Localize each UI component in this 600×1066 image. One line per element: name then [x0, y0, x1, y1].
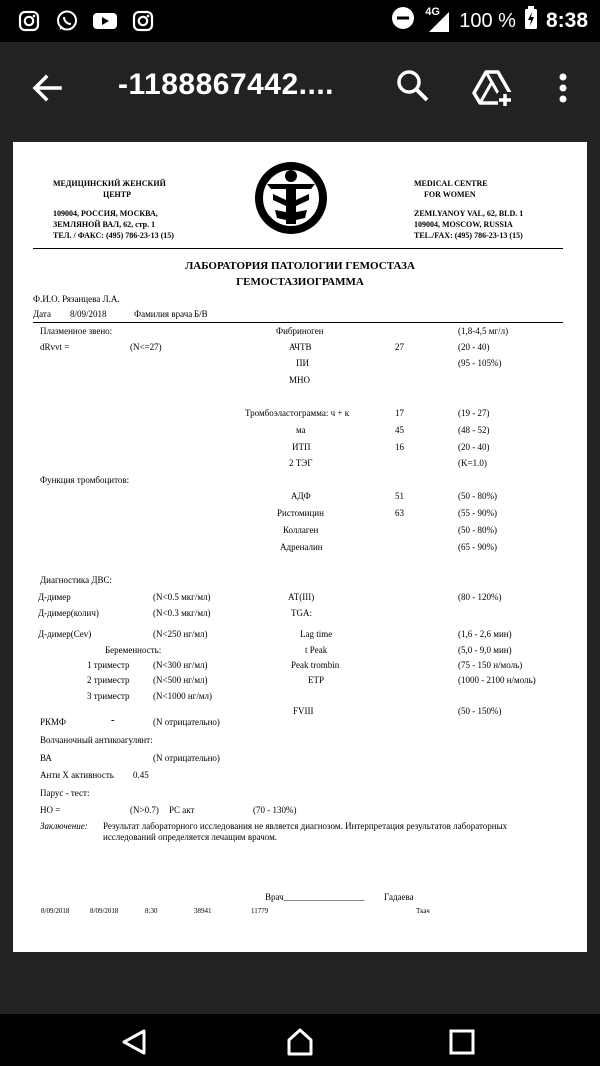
tpeak-label: t Peak — [305, 645, 328, 655]
adrenaline-norm: (65 - 90%) — [458, 542, 497, 552]
drvvt-norm: (N<=27) — [130, 342, 162, 352]
status-bar — [0, 0, 600, 42]
no-label: НО = — [40, 805, 61, 815]
teg-value: 17 — [395, 408, 404, 418]
itp-norm: (20 - 40) — [458, 442, 490, 452]
tpeak-norm: (5,0 - 9,0 мин) — [458, 645, 512, 655]
rkmf-norm: (N отрицательно) — [153, 717, 220, 727]
trimester1-norm: (N<300 нг/мл) — [153, 660, 208, 670]
achtv-norm: (20 - 40) — [458, 342, 490, 352]
header-right-line: FOR WOMEN — [424, 190, 476, 199]
header-left-line: ЗЕМЛЯНОЙ ВАЛ, 62, стр. 1 — [53, 220, 156, 229]
instagram-icon — [16, 8, 42, 34]
antix-label: Анти X активность — [40, 770, 114, 780]
antix-value: 0.45 — [133, 770, 149, 780]
pi-label: ПИ — [296, 358, 309, 368]
collagen-norm: (50 - 80%) — [458, 525, 497, 535]
peak-thrombin-label: Peak trombin — [291, 660, 340, 670]
battery-percent: 100 % — [459, 9, 516, 32]
header-right-line: 109004, MOSCOW, RUSSIA — [414, 220, 513, 229]
pc-norm: (70 - 130%) — [253, 805, 297, 815]
youtube-icon — [92, 8, 118, 34]
ma-value: 45 — [395, 425, 404, 435]
lab-title: ЛАБОРАТОРИЯ ПАТОЛОГИИ ГЕМОСТАЗА — [185, 260, 415, 272]
ddimer-norm: (N<0.5 мкг/мл) — [153, 592, 211, 602]
ddimer-quant-label: Д-димер(колич) — [38, 608, 99, 618]
fibrinogen-norm: (1,8-4,5 мг/л) — [458, 326, 509, 336]
pi-norm: (95 - 105%) — [458, 358, 502, 368]
document-page — [13, 142, 587, 952]
nav-home-icon[interactable] — [286, 1028, 314, 1056]
trimester3-norm: (N<1000 нг/мл) — [153, 691, 213, 701]
header-right — [414, 178, 523, 241]
header-right-line: MEDICAL CENTRE — [414, 179, 488, 188]
header-divider — [33, 248, 563, 249]
doctor-value: Б/В — [194, 309, 208, 319]
etp-norm: (1000 - 2100 н/моль) — [458, 675, 536, 685]
adf-norm: (50 - 80%) — [458, 491, 497, 501]
ma-label: ма — [296, 425, 306, 435]
header-left-line: 109004, РОССИЯ, МОСКВА, — [53, 209, 158, 218]
trimester3-label: 3 триместр — [87, 691, 130, 701]
lag-time-norm: (1,6 - 2,6 мин) — [458, 629, 512, 639]
footer-date1: 8/09/2018 — [41, 907, 70, 915]
network-4g-icon — [423, 8, 451, 34]
doctor-label: Фамилия врача — [134, 309, 193, 319]
pregnancy-label: Беременность: — [105, 645, 162, 655]
conclusion-line2: исследований определяется лечащим врачом. — [103, 832, 278, 842]
ristomycin-value: 63 — [395, 508, 404, 518]
app-bar — [0, 42, 600, 134]
at3-label: АТ(III) — [288, 592, 315, 602]
clinic-logo — [253, 160, 329, 236]
teg-label: Тромбоэластограмма: ч + к — [245, 408, 350, 418]
parus-label: Парус - тест: — [40, 788, 90, 798]
doctor-signature-line: Врач__________________ — [265, 892, 365, 902]
adf-label: АДФ — [291, 491, 311, 501]
itp-label: ИТП — [292, 442, 311, 452]
more-vert-icon[interactable] — [548, 68, 578, 108]
va-norm: (N отрицательно) — [153, 753, 220, 763]
conclusion-line1: Результат лабораторного исследования не является диагнозом. Интерпретация результатов лабораторных — [103, 821, 508, 831]
ddimer-quant-norm: (N<0.3 мкг/мл) — [153, 608, 211, 618]
mno-label: МНО — [289, 375, 311, 385]
doctor-signature-name: Гадаева — [384, 892, 414, 902]
header-left — [53, 178, 174, 241]
rkmf-value: - — [111, 714, 115, 726]
date-value: 8/09/2018 — [70, 309, 107, 319]
ma-norm: (48 - 52) — [458, 425, 490, 435]
document-viewer[interactable] — [0, 134, 600, 1014]
platelet-label: Функция тромбоцитов: — [40, 475, 130, 485]
header-right-line: TEL./FAX: (495) 786-23-13 (15) — [414, 231, 523, 240]
adf-value: 51 — [395, 491, 404, 501]
whatsapp-icon — [54, 8, 80, 34]
add-to-drive-icon[interactable] — [472, 68, 512, 108]
teg-norm: (19 - 27) — [458, 408, 490, 418]
header-left-line: ТЕЛ. / ФАКС: (495) 786-23-13 (15) — [53, 231, 174, 240]
header-left-line: ЦЕНТР — [103, 190, 132, 199]
rkmf-label: РКМФ — [40, 717, 67, 727]
plasma-label: Плазменное звено: — [40, 326, 113, 336]
fibrinogen-label: Фибриноген — [276, 326, 324, 336]
footer-name: Ткач — [416, 907, 430, 915]
peak-thrombin-norm: (75 - 150 н/моль) — [458, 660, 523, 670]
patient-name: Ф.И.О. Рязанцева Л.А. — [33, 294, 120, 304]
fviii-norm: (50 - 150%) — [458, 706, 502, 716]
trimester1-label: 1 триместр — [87, 660, 130, 670]
battery-icon — [524, 6, 538, 36]
dnd-icon — [391, 6, 415, 36]
trimester2-label: 2 триместр — [87, 675, 130, 685]
instagram-icon-2 — [130, 8, 156, 34]
itp-value: 16 — [395, 442, 404, 452]
trimester2-norm: (N<500 нг/мл) — [153, 675, 208, 685]
lupus-label: Волчаночный антикоагулянт: — [40, 735, 153, 745]
adrenaline-label: Адреналин — [280, 542, 323, 552]
file-title: -1188867442.... — [118, 68, 335, 101]
teg2-label: 2 ТЭГ — [289, 458, 313, 468]
achtv-value: 27 — [395, 342, 404, 352]
info-divider — [33, 322, 563, 323]
footer-id1: 38941 — [194, 907, 212, 915]
tga-label: TGA: — [291, 608, 312, 618]
header-left-line: МЕДИЦИНСКИЙ ЖЕНСКИЙ — [53, 179, 166, 188]
back-arrow-icon[interactable] — [28, 68, 68, 108]
drvvt-label: dRvvt = — [40, 342, 70, 352]
footer-date2: 8/09/2018 — [90, 907, 119, 915]
achtv-label: АЧТВ — [289, 342, 312, 352]
report-title: ГЕМОСТАЗИОГРАММА — [236, 276, 364, 288]
etp-label: ETP — [308, 675, 325, 685]
ristomycin-label: Ристомицин — [277, 508, 324, 518]
lag-time-label: Lag time — [300, 629, 333, 639]
nav-back-icon[interactable] — [120, 1028, 148, 1056]
ddimer-cev-norm: (N<250 нг/мл) — [153, 629, 208, 639]
footer-time: 8:30 — [145, 907, 158, 915]
ddimer-label: Д-димер — [38, 592, 71, 602]
network-label: 4G — [425, 6, 440, 18]
va-label: ВА — [40, 753, 52, 763]
ddimer-cev-label: Д-димер(Cev) — [38, 629, 92, 639]
no-norm: (N>0.7) — [130, 805, 159, 815]
date-label: Дата — [33, 309, 51, 319]
nav-recents-icon[interactable] — [448, 1028, 476, 1056]
collagen-label: Коллаген — [283, 525, 319, 535]
conclusion-label: Заключение: — [40, 821, 88, 831]
clock: 8:38 — [545, 9, 588, 32]
teg2-norm: (K=1.0) — [458, 458, 487, 468]
header-right-line: ZEMLYANOY VAL, 62, BLD. 1 — [414, 209, 524, 218]
search-icon[interactable] — [393, 66, 433, 106]
nav-bar — [0, 1014, 600, 1066]
ristomycin-norm: (55 - 90%) — [458, 508, 497, 518]
pc-label: PC акт — [169, 805, 195, 815]
footer-id2: 11779 — [251, 907, 269, 915]
fviii-label: FVIII — [293, 706, 314, 716]
at3-norm: (80 - 120%) — [458, 592, 502, 602]
dvs-label: Диагностика ДВС: — [40, 575, 113, 585]
